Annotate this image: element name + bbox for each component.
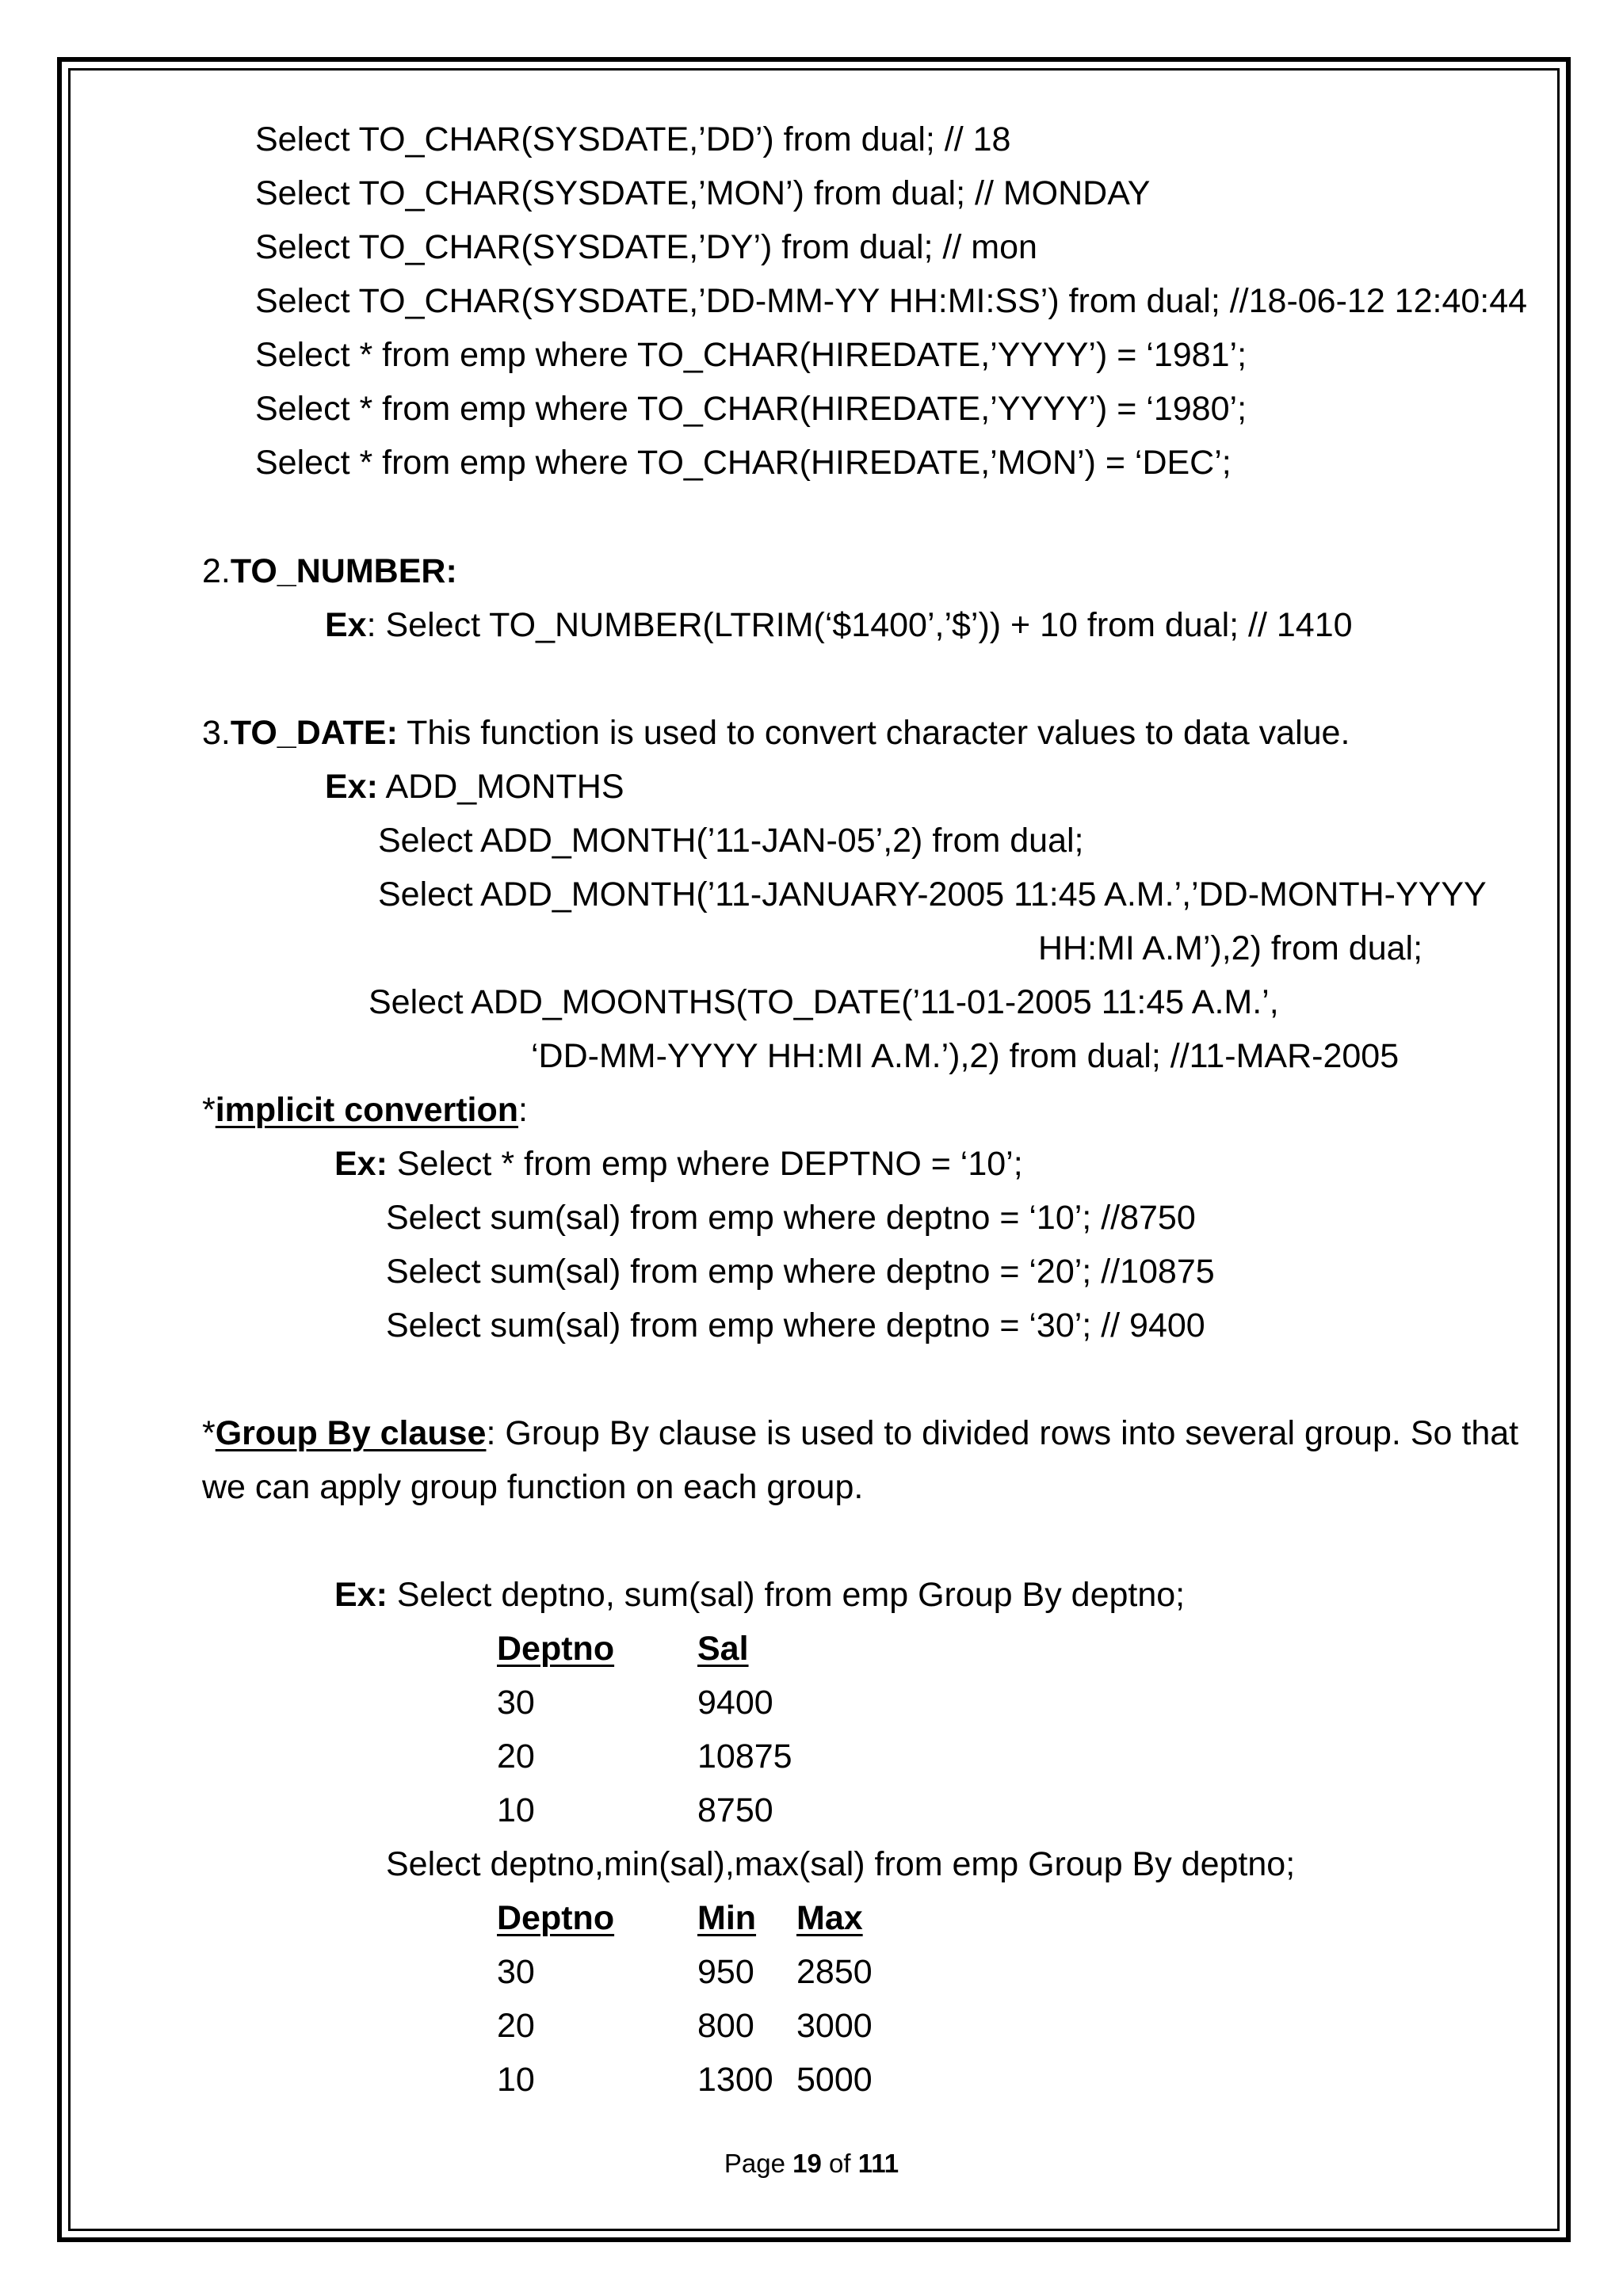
heading-colon: : (518, 1091, 528, 1129)
code-line: Select TO_CHAR(SYSDATE,’DD-MM-YY HH:MI:SS’) from dual; //18-06-12 12:40:44 (255, 282, 1528, 320)
code-line: Select TO_CHAR(SYSDATE,’MON’) from dual; // MONDAY (255, 174, 1151, 212)
code-line: Select sum(sal) from emp where deptno = ‘30’; // 9400 (386, 1306, 1205, 1344)
section-heading-to-number (202, 552, 457, 590)
table-cell: 20 (497, 1737, 535, 1775)
table-cell: 8750 (697, 1791, 773, 1829)
section-description: This function is used to convert character values to data value. (397, 714, 1350, 752)
table-cell: 10 (497, 1791, 535, 1829)
table-cell: 3000 (796, 2007, 873, 2045)
example-label: Ex: (325, 768, 378, 806)
table-cell: 950 (697, 1953, 754, 1991)
section-description-line: we can apply group function on each group. (202, 1468, 864, 1506)
footer-page-number: 19 (792, 2149, 822, 2178)
table-cell: 10 (497, 2061, 535, 2099)
page-footer (0, 2149, 1623, 2179)
heading-text: implicit convertion (215, 1091, 519, 1129)
code-line: Select sum(sal) from emp where deptno = ‘20’; //10875 (386, 1253, 1215, 1291)
heading-text: Group By clause (215, 1414, 487, 1452)
table-header-deptno: Deptno (497, 1899, 615, 1937)
example-label: Ex: (334, 1576, 388, 1614)
table-cell: 2850 (796, 1953, 873, 1991)
section-heading-to-date (202, 716, 1350, 750)
section-number: 2. (202, 552, 231, 590)
table-cell: 800 (697, 2007, 754, 2045)
table-cell: 30 (497, 1684, 535, 1722)
footer-page-word: Page (724, 2149, 793, 2178)
table-cell: 9400 (697, 1684, 773, 1722)
code-line: Select sum(sal) from emp where deptno = ‘10’; //8750 (386, 1199, 1196, 1237)
heading-text: TO_NUMBER: (230, 552, 457, 590)
example-line (334, 1578, 1185, 1612)
section-description: : Group By clause is used to divided rows into several group. So that (486, 1414, 1519, 1452)
table-header-deptno: Deptno (497, 1630, 615, 1668)
code-line: ‘DD-MM-YYYY HH:MI A.M.’),2) from dual; //11-MAR-2005 (531, 1037, 1400, 1075)
code-line: Select ADD_MONTH(’11-JAN-05’,2) from dual; (378, 822, 1084, 860)
code-line: Select ADD_MONTH(’11-JANUARY-2005 11:45 A.M.’,’DD-MONTH-YYYY (378, 875, 1487, 913)
example-text: : Select TO_NUMBER(LTRIM(‘$1400’,’$’)) + 10 from dual; // 1410 (366, 606, 1353, 644)
heading-text: TO_DATE: (230, 714, 398, 752)
example-label: Ex (325, 606, 367, 644)
table-header-max: Max (796, 1899, 863, 1937)
table-header-min: Min (697, 1899, 757, 1937)
table-header-sal: Sal (697, 1630, 749, 1668)
footer-of-word: of (821, 2149, 858, 2178)
example-line (325, 770, 624, 804)
bullet-star: * (202, 1091, 216, 1129)
example-text: Select deptno, sum(sal) from emp Group By deptno; (387, 1576, 1186, 1614)
example-text: Select * from emp where DEPTNO = ‘10’; (387, 1145, 1023, 1183)
code-line: Select TO_CHAR(SYSDATE,’DY’) from dual; // mon (255, 228, 1037, 266)
bullet-star: * (202, 1414, 216, 1452)
section-heading-implicit-convertion (202, 1093, 528, 1127)
example-line (334, 1147, 1023, 1181)
example-label: Ex: (334, 1145, 388, 1183)
code-line: Select ADD_MOONTHS(TO_DATE(’11-01-2005 11:45 A.M.’, (369, 983, 1279, 1021)
table-cell: 1300 (697, 2061, 773, 2099)
table-cell: 5000 (796, 2061, 873, 2099)
code-line: Select * from emp where TO_CHAR(HIREDATE,’MON’) = ‘DEC’; (255, 444, 1232, 482)
code-line: Select deptno,min(sal),max(sal) from emp Group By deptno; (386, 1845, 1296, 1883)
table-cell: 10875 (697, 1737, 792, 1775)
code-line: Select TO_CHAR(SYSDATE,’DD’) from dual; // 18 (255, 120, 1011, 158)
table-cell: 30 (497, 1953, 535, 1991)
footer-total-pages: 111 (857, 2149, 899, 2178)
example-line (325, 608, 1353, 643)
code-line: Select * from emp where TO_CHAR(HIREDATE,’YYYY’) = ‘1981’; (255, 336, 1247, 374)
table-cell: 20 (497, 2007, 535, 2045)
example-text: ADD_MONTHS (377, 768, 624, 806)
section-heading-group-by (202, 1414, 1519, 1452)
section-number: 3. (202, 714, 231, 752)
code-line: HH:MI A.M’),2) from dual; (1038, 929, 1423, 967)
code-line: Select * from emp where TO_CHAR(HIREDATE,’YYYY’) = ‘1980’; (255, 390, 1247, 428)
